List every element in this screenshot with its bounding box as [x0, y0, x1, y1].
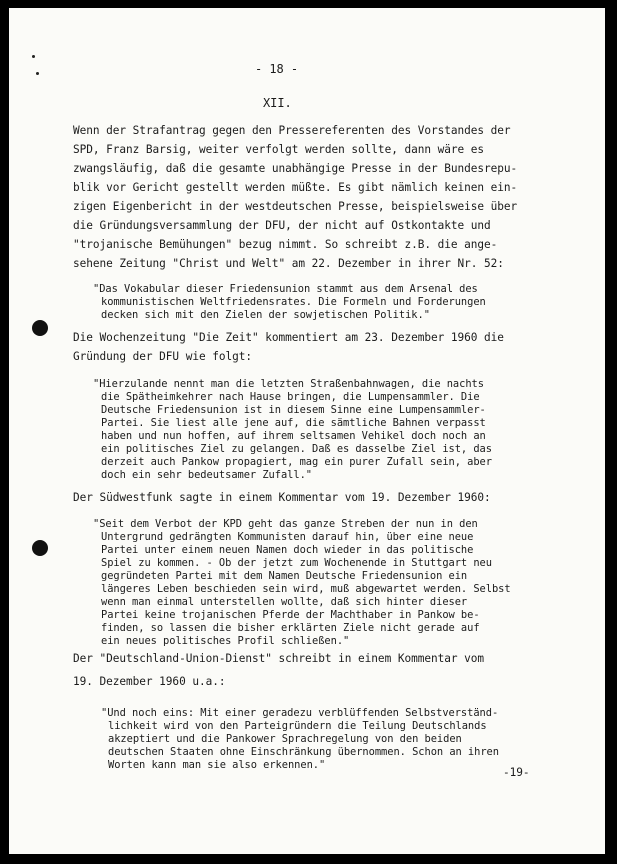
text-line: Der "Deutschland-Union-Dienst" schreibt in einem Kommentar vom — [73, 652, 484, 665]
quote-line: gegründeten Partei mit dem Namen Deutsche Friedensunion ein — [101, 570, 468, 582]
text-line: zwangsläufig, daß die gesamte unabhängige Presse in der Bundesrepu- — [73, 162, 518, 175]
text-line: Gründung der DFU wie folgt: — [73, 350, 252, 363]
quote-line: decken sich mit den Zielen der sowjetischen Politik." — [101, 309, 430, 321]
quote-line: deutschen Staaten ohne Einschränkung übernommen. Schon an ihren — [108, 746, 499, 758]
text-line: die Gründungsversammlung der DFU, der nicht auf Ostkontakte und — [73, 219, 491, 232]
text-line: SPD, Franz Barsig, weiter verfolgt werden sollte, dann wäre es — [73, 143, 484, 156]
quote-line: akzeptiert und die Pankower Sprachregelung von den beiden — [108, 733, 462, 745]
text-line: Die Wochenzeitung "Die Zeit" kommentiert am 23. Dezember 1960 die — [73, 331, 504, 344]
text-line: sehene Zeitung "Christ und Welt" am 22. Dezember in ihrer Nr. 52: — [73, 257, 504, 270]
quote-line: Untergrund gedrängten Kommunisten darauf hin, über eine neue — [101, 531, 474, 543]
quote-line: kommunistischen Weltfriedensrates. Die Formeln und Forderungen — [101, 296, 486, 308]
quote-line: Partei. Sie liest alle jene auf, die sämtliche Bahnen verpasst — [101, 417, 486, 429]
quote-line: ein neues politisches Profil schließen." — [101, 635, 350, 647]
quote-line: die Spätheimkehrer nach Hause bringen, die Lumpensammler. Die — [101, 391, 480, 403]
quote-line: doch ein sehr bedeutsamer Zufall." — [101, 469, 312, 481]
quote-line: Partei unter einem neuen Namen doch wieder in das politische — [101, 544, 474, 556]
quote-line: Partei keine trojanischen Pferde der Machthaber in Pankow be- — [101, 609, 480, 621]
quote-line: derzeit auch Pankow propagiert, mag ein purer Zufall sein, aber — [101, 456, 492, 468]
quote-line: längeres Leben beschieden sein wird, muß abgewartet werden. Selbst — [101, 583, 511, 595]
quote-line: "Hierzulande nennt man die letzten Straßenbahnwagen, die nachts — [93, 378, 484, 390]
quote-line: Spiel zu kommen. - Ob der jetzt zum Wochenende in Stuttgart neu — [101, 557, 492, 569]
quote-line: finden, so lassen die bisher erklärten Ziele nicht gerade auf — [101, 622, 480, 634]
quote-line: "Seit dem Verbot der KPD geht das ganze Streben der nun in den — [93, 518, 478, 530]
section-heading: XII. — [263, 96, 292, 110]
quote-line: lichkeit wird von den Parteigründern die Teilung Deutschlands — [108, 720, 487, 732]
quote-line: wenn man einmal unterstellen wollte, daß sich hinter dieser — [101, 596, 468, 608]
text-line: blik vor Gericht gestellt werden müßte. Es gibt nämlich keinen ein- — [73, 181, 518, 194]
quote-line: "Das Vokabular dieser Friedensunion stammt aus dem Arsenal des — [93, 283, 478, 295]
text-line: Wenn der Strafantrag gegen den Pressereferenten des Vorstandes der — [73, 124, 511, 137]
text-line: zigen Eigenbericht in der westdeutschen Presse, beispielsweise über — [73, 200, 518, 213]
quote-line: ein politisches Ziel zu gelangen. Daß es dasselbe Ziel ist, das — [101, 443, 492, 455]
quote-line: Deutsche Friedensunion ist in diesem Sinne eine Lumpensammler- — [101, 404, 486, 416]
quote-line: Worten kann man sie also erkennen." — [108, 759, 326, 771]
next-page-marker: -19- — [503, 766, 530, 779]
page-number: - 18 - — [255, 62, 299, 76]
text-line: Der Südwestfunk sagte in einem Kommentar vom 19. Dezember 1960: — [73, 491, 491, 504]
quote-line: "Und noch eins: Mit einer geradezu verblüffenden Selbstverständ- — [101, 707, 499, 719]
text-line: "trojanische Bemühungen" bezug nimmt. So schreibt z.B. die ange- — [73, 238, 498, 251]
text-line: 19. Dezember 1960 u.a.: — [73, 675, 226, 688]
quote-line: haben und nun hoffen, auf ihrem seltsamen Vehikel doch noch an — [101, 430, 486, 442]
